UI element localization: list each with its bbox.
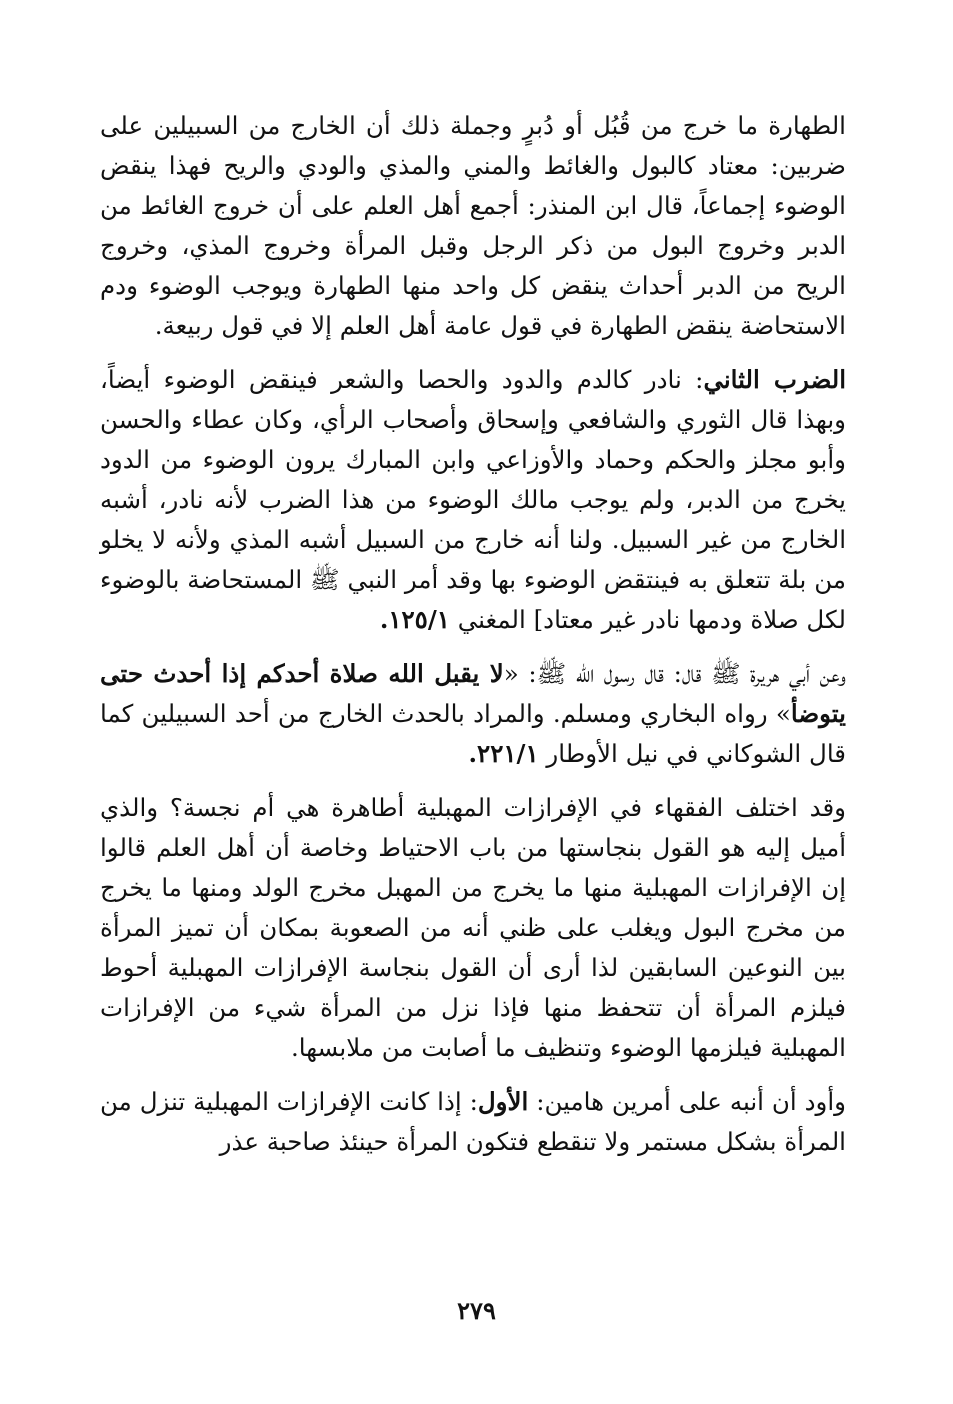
document-body <box>100 106 846 1162</box>
paragraph-text: وقد اختلف الفقهاء في الإفرازات المهبلية أطاهرة هي أم نجسة؟ والذي أميل إليه هو القول بنجاستها من باب الاحتياط وخاصة أن أهل العلم قالوا إن الإفرازات المهبلية منها ما يخرج من المهبل مخرج الولد ومنها ما يخرج من مخرج البول ويغلب على ظني أنه من الصعوبة بمكان أن تميز المرأة بين النوعين السابقين لذا أرى أن القول بنجاسة الإفرازات المهبلية أحوط فيلزم المرأة أن تتحفظ منها فإذا نزل من المرأة شيء من الإفرازات المهبلية فيلزمها الوضوء وتنظيف ما أصابت من ملابسها. <box>100 793 846 1062</box>
section-heading-first: الأول <box>477 1087 529 1116</box>
paragraph-text: : إذا كانت الإفرازات المهبلية تنزل من المرأة بشكل مستمر ولا تنقطع فتكون المرأة حينئذ صاحبة عذر <box>100 1087 846 1156</box>
citation-reference: ١٢٥/١. <box>379 605 450 634</box>
paragraph-text: الطهارة ما خرج من قُبُل أو دُبرٍ وجملة ذلك أن الخارج من السبيلين على ضربين: معتاد كالبول والغائط والمني والمذي والودي والريح فهذا ينقض الوضوء إجماعاً، قال ابن المنذر: أجمع أهل العلم على أن خروج الغائط من الدبر وخروج البول من ذكر الرجل وقبل المرأة وخروج المذي، وخروج الريح من الدبر أحداث ينقض كل واحد منها الطهارة ويوجب الوضوء ودم الاستحاضة ينقض الطهارة في قول عامة أهل العلم إلا في قول ربيعة. <box>100 111 846 340</box>
paragraph-text-intro: وعن أبي هريرة ﷺ قال: قال رسول الله ﷺ: « <box>503 659 846 688</box>
hadith-quote: لا يقبل الله صلاة أحدكم إذا أحدث حتى يتوضأ <box>100 659 846 728</box>
paragraph-second-type <box>100 360 846 640</box>
citation-reference: ٢٢١/١. <box>468 739 539 768</box>
paragraph-scholars-disagreement <box>100 788 846 1068</box>
paragraph-text-intro: وأود أن أنبه على أمرين هامين: <box>528 1087 846 1116</box>
paragraph-two-matters <box>100 1082 846 1162</box>
paragraph-hadith <box>100 654 846 774</box>
section-heading-second-type: الضرب الثاني <box>703 365 847 394</box>
paragraph-text: : نادر كالدم والدود والحصا والشعر فينقض الوضوء أيضاً، وبهذا قال الثوري والشافعي وإسحاق وأصحاب الرأي، وكان عطاء والحسن وأبو مجلز والحكم وحماد والأوزاعي وابن المبارك يرون الوضوء من الدود يخرج من الدبر، ولم يوجب مالك الوضوء من هذا الضرب لأنه نادر، أشبه الخارج من غير السبيل. ولنا أنه خارج من السبيل أشبه المذي ولأنه لا يخلو من بلة تتعلق به فينتقض الوضوء بها وقد أمر النبي ﷺ المستحاضة بالوضوء لكل صلاة ودمها نادر غير معتاد] المغني <box>100 365 846 634</box>
page-number: ٢٧٩ <box>457 1296 496 1325</box>
paragraph-text: » رواه البخاري ومسلم. والمراد بالحدث الخارج من أحد السبيلين كما قال الشوكاني في نيل الأوطار <box>100 699 846 768</box>
paragraph-purification-definition <box>100 106 846 346</box>
